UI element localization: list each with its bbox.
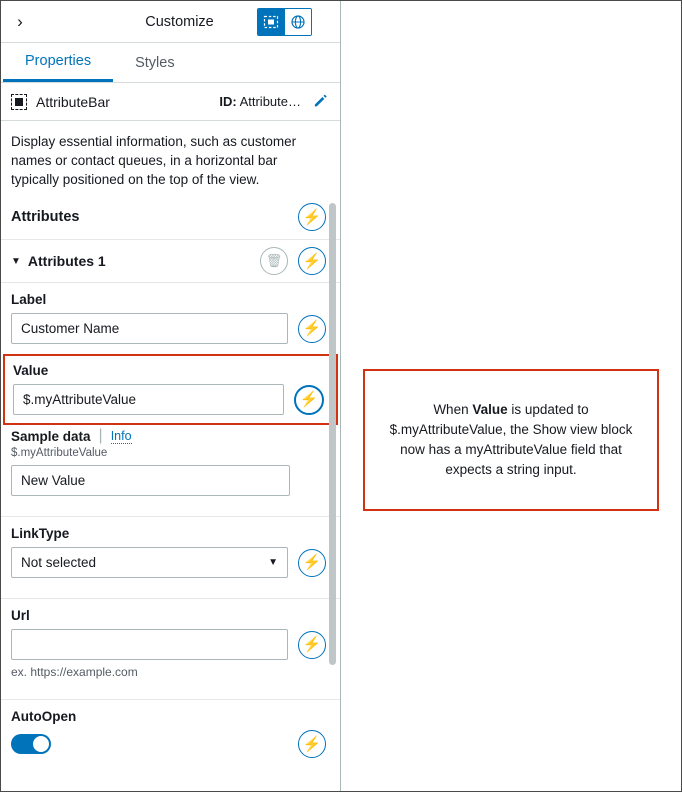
- field-auto-open-title: AutoOpen: [11, 709, 77, 724]
- section-attributes-1[interactable]: [1, 240, 340, 283]
- chevron-down-icon[interactable]: ▼: [11, 255, 21, 267]
- annotation-callout: [363, 369, 659, 511]
- customize-panel: [1, 1, 341, 791]
- lightning-icon[interactable]: ⚡: [298, 631, 326, 659]
- field-auto-open: [1, 700, 340, 768]
- component-identity-row: [1, 83, 340, 121]
- field-sample-data: [1, 465, 340, 506]
- sample-data-sublabel: $.myAttributeValue: [11, 447, 108, 459]
- section-attributes-1-label: Attributes 1: [27, 253, 106, 269]
- annotation-text: [381, 400, 641, 480]
- auto-open-toggle[interactable]: [11, 734, 51, 754]
- select-region-icon[interactable]: [258, 9, 284, 35]
- pencil-icon[interactable]: [313, 93, 328, 110]
- sample-data-divider: |: [98, 427, 103, 444]
- panel-body: [1, 121, 340, 791]
- field-link-type: [1, 517, 340, 588]
- globe-icon[interactable]: [284, 9, 311, 35]
- panel-tabs: [1, 43, 340, 83]
- panel-scrollbar-thumb[interactable]: [329, 203, 336, 665]
- url-hint: ex. https://example.com: [11, 665, 138, 679]
- lightning-icon[interactable]: ⚡: [298, 203, 326, 231]
- field-value-title: Value: [13, 363, 49, 378]
- label-input[interactable]: Customer Name: [11, 313, 288, 344]
- panel-header-icon-group: [257, 8, 312, 36]
- field-value: [3, 354, 338, 425]
- panel-title: Customize: [145, 13, 214, 30]
- annotation-text-before: When: [433, 402, 473, 417]
- field-label-title: Label: [11, 292, 47, 307]
- lightning-icon[interactable]: ⚡: [298, 247, 326, 275]
- component-icon: [11, 94, 27, 110]
- value-input[interactable]: $.myAttributeValue: [13, 384, 284, 415]
- section-attributes-label: Attributes: [11, 209, 80, 225]
- annotation-text-after: is updated to $.myAttributeValue, the Show view block now has a myAttributeValue field that expects a string input.: [389, 402, 633, 477]
- sample-data-header: [1, 425, 340, 445]
- component-description: Display essential information, such as customer names or contact queues, in a horizontal bar typically positioned on the top of the view.: [11, 134, 297, 187]
- chevron-down-icon: ▼: [268, 557, 278, 568]
- panel-scrollbar-track[interactable]: [331, 121, 338, 791]
- field-link-type-title: LinkType: [11, 526, 70, 541]
- trash-icon[interactable]: 🗑: [260, 247, 288, 275]
- lightning-icon[interactable]: ⚡: [298, 549, 326, 577]
- component-name: AttributeBar: [36, 93, 110, 110]
- url-input[interactable]: [11, 629, 288, 660]
- sample-data-input[interactable]: New Value: [11, 465, 290, 496]
- chevron-right-icon[interactable]: ›: [17, 12, 23, 31]
- field-label: [1, 283, 340, 354]
- component-id: [219, 94, 301, 109]
- field-url: [1, 599, 340, 689]
- component-id-label: ID:: [219, 94, 237, 109]
- section-attributes: [1, 195, 340, 240]
- link-type-select[interactable]: [11, 547, 288, 578]
- lightning-icon[interactable]: ⚡: [298, 315, 326, 343]
- lightning-icon[interactable]: ⚡: [294, 385, 324, 415]
- tab-properties[interactable]: Properties: [3, 43, 113, 82]
- toggle-knob: [33, 736, 49, 752]
- info-link[interactable]: Info: [110, 428, 132, 443]
- panel-header: [1, 1, 340, 43]
- component-id-value: Attribute…: [236, 94, 301, 109]
- field-url-title: Url: [11, 608, 30, 623]
- sample-data-label: Sample data: [11, 428, 91, 444]
- annotation-bold-word: Value: [472, 402, 508, 417]
- tab-styles[interactable]: Styles: [135, 54, 175, 71]
- link-type-value: Not selected: [21, 555, 97, 570]
- lightning-icon[interactable]: ⚡: [298, 730, 326, 758]
